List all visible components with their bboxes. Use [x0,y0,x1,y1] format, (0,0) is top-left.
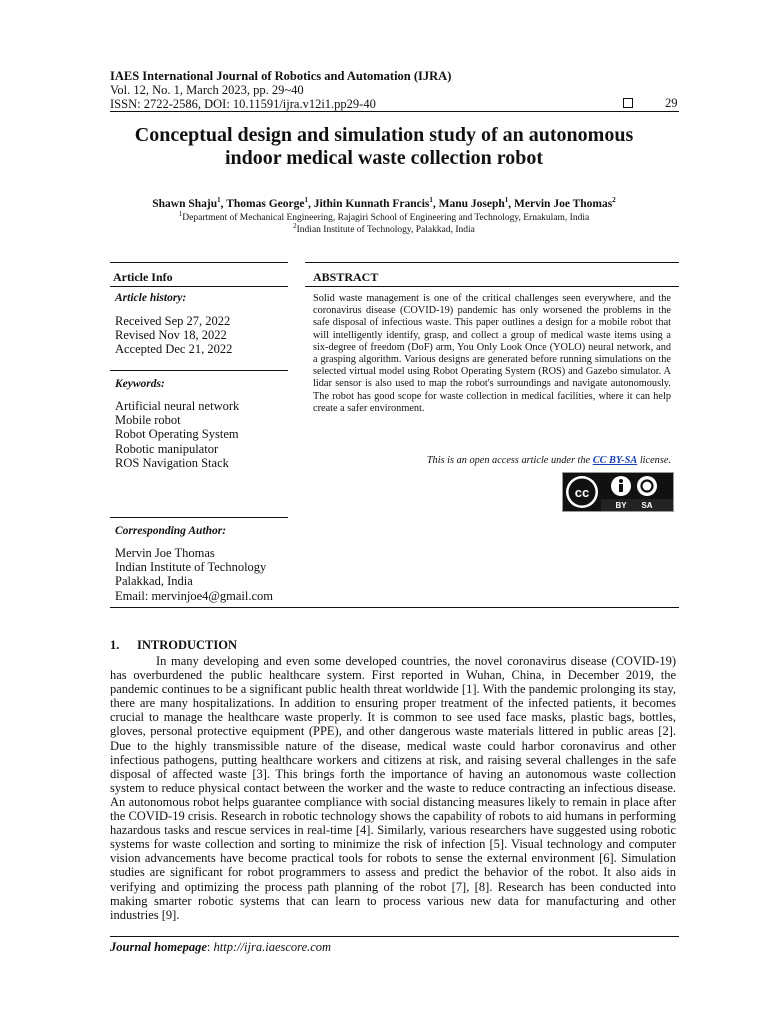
abstract-heading: ABSTRACT [313,270,379,284]
corresponding-line: Mervin Joe Thomas [115,546,215,560]
corresponding-heading: Corresponding Author: [115,525,227,537]
corresponding-email[interactable]: Email: mervinjoe4@gmail.com [115,588,274,603]
corresponding-line: Palakkad, India [115,574,193,589]
keyword: Mobile robot [115,413,181,428]
history-item: Revised Nov 18, 2022 [115,328,227,343]
volume-line: Vol. 12, No. 1, March 2023, pp. 29~40 [110,83,304,97]
journal-header [110,69,451,111]
by-label: BY [615,501,627,510]
author: Thomas George$^1$, [226,196,314,210]
footer-rule [110,936,679,937]
header-divider [110,111,679,112]
history-rule [110,370,288,371]
cc-by-sa-badge[interactable] [562,472,674,512]
license-link[interactable]: CC BY-SA [592,455,638,466]
paper-title [100,124,668,170]
keyword: ROS Navigation Stack [115,455,229,470]
article-info-rule [110,286,288,287]
section-title: INTRODUCTION [137,638,238,652]
keyword: Robot Operating System [115,427,239,442]
issn-line: ISSN: 2722-2586, DOI: 10.11591/ijra.v12i1.pp29-40 [110,97,376,111]
keyword: Robotic manipulator [115,441,219,456]
affiliation-1: $^1$Department of Mechanical Engineering, Rajagiri School of Engineering and Technology, Ernakulam, India [178,210,590,224]
article-info-top-rule [110,262,288,263]
history-item: Accepted Dec 21, 2022 [115,342,233,357]
sa-label: SA [641,501,653,510]
corresponding-line: Indian Institute of Technology [115,560,267,575]
section-number: 1. [110,638,120,652]
corresponding-author [115,546,273,603]
journal-homepage-link[interactable]: http://ijra.iaescore.com [213,940,332,954]
title-line-2: indoor medical waste collection robot [224,147,544,169]
journal-footer: Journal homepage: http://ijra.iaescore.com [110,940,332,954]
author: Mervin Joe Thomas$^2$ [514,196,616,210]
affiliation-2: $^2$Indian Institute of Technology, Palakkad, India [293,222,475,236]
abstract-top-rule [305,262,679,263]
footer-label: Journal homepage [110,940,207,954]
keywords-list [115,399,239,470]
author: Manu Joseph$^1$, [438,196,515,210]
keywords-rule [110,517,288,518]
article-history [115,314,232,357]
keywords-heading: Keywords: [115,378,165,390]
journal-name: IAES International Journal of Robotics and Automation (IJRA) [110,69,452,83]
author-list [80,196,688,210]
introduction-text: In many developing and even some developed countries, the novel coronavirus disease (COVID-19) has overburdened the public healthcare system. First reported in Wuhan, China, in December 2019, the pandemic continues to be a significant public health threat worldwide [1]. With the pandemic prolonging its stay, there are many hospitalizations. In addition to ensuring proper treatment of the infected patients, it becomes crucial to manage the healthcare waste properly. It is common to see used face masks, plastic bags, bottles, gloves, personal protective equipment (PPE), and other dangerous waste materials littered in public areas [2]. Due to the highly transmissible nature of the disease, medical waste could harbor coronavirus and other infectious pathogens, putting healthcare workers and citizens at risk, and raising several challenges in the safe disposal of affected waste [3]. This brings forth the importance of having an autonomous waste collection system to reduce physical contact between the worker and the waste to reduce contracting an infectious disease. An autonomous robot helps guarantee compliance with social distancing measures likely to remain in place after the COVID-19 crisis. Research in robotic technology shows the capability of robots to aid humans in performing hazardous tasks and rescue services in real-time [4]. Similarly, various researchers have suggested using robotic systems for waste collection and sorting to minimize the risk of infection [5]. Visual technology and computer vision advancements have become practical tools for robots to sense the external environment [6]. Simulation studies are significant for robot programmers to assess and predict the behavior of the robot. It also aids in verifying and optimizing the process path planning of the robot [7], [8]. Research has been conducted into making smarter robotic systems that can learn to process various new data for manufacturing and other industries [9]. [110,654,676,922]
cc-label: cc [574,485,590,500]
info-bottom-rule [110,607,679,608]
square-icon [623,98,633,108]
history-item: Received Sep 27, 2022 [115,314,231,328]
article-history-heading: Article history: [115,292,187,304]
author: Jithin Kunnath Francis$^1$, [313,196,439,210]
author: Shawn Shaju$^1$, [152,196,227,210]
abstract-text: Solid waste management is one of the critical challenges seen everywhere, and the coronavirus disease (COVID-19) pandemic has only worsened the problems in the safe disposal of infectious waste. This paper outlines a design for a mobile robot that will intelligently identify, grasp, and collect a group of medical waste items using a six-degree of freedom (DoF) arm, You Only Look Once (YOLO) neural network, and a grasping algorithm. Various designs are generated before running simulations on the selected virtual model using Robot Operating System (ROS) and Gazebo simulator. A lidar sensor is also used to map the robot's surroundings and navigate autonomously. The robot has good scope for waste collection in medical facilities, where it can help create a safer environment. [313,293,671,414]
introduction-heading [110,638,237,653]
page-number: 29 [665,96,678,110]
open-access-notice: This is an open access article under the CC BY-SA license. [426,455,671,466]
title-line-1: Conceptual design and simulation study of an autonomous [134,124,634,146]
keyword: Artificial neural network [115,399,240,413]
abstract-rule [305,286,679,287]
article-info-heading: Article Info [113,270,173,284]
cc-license-icon [563,473,673,511]
